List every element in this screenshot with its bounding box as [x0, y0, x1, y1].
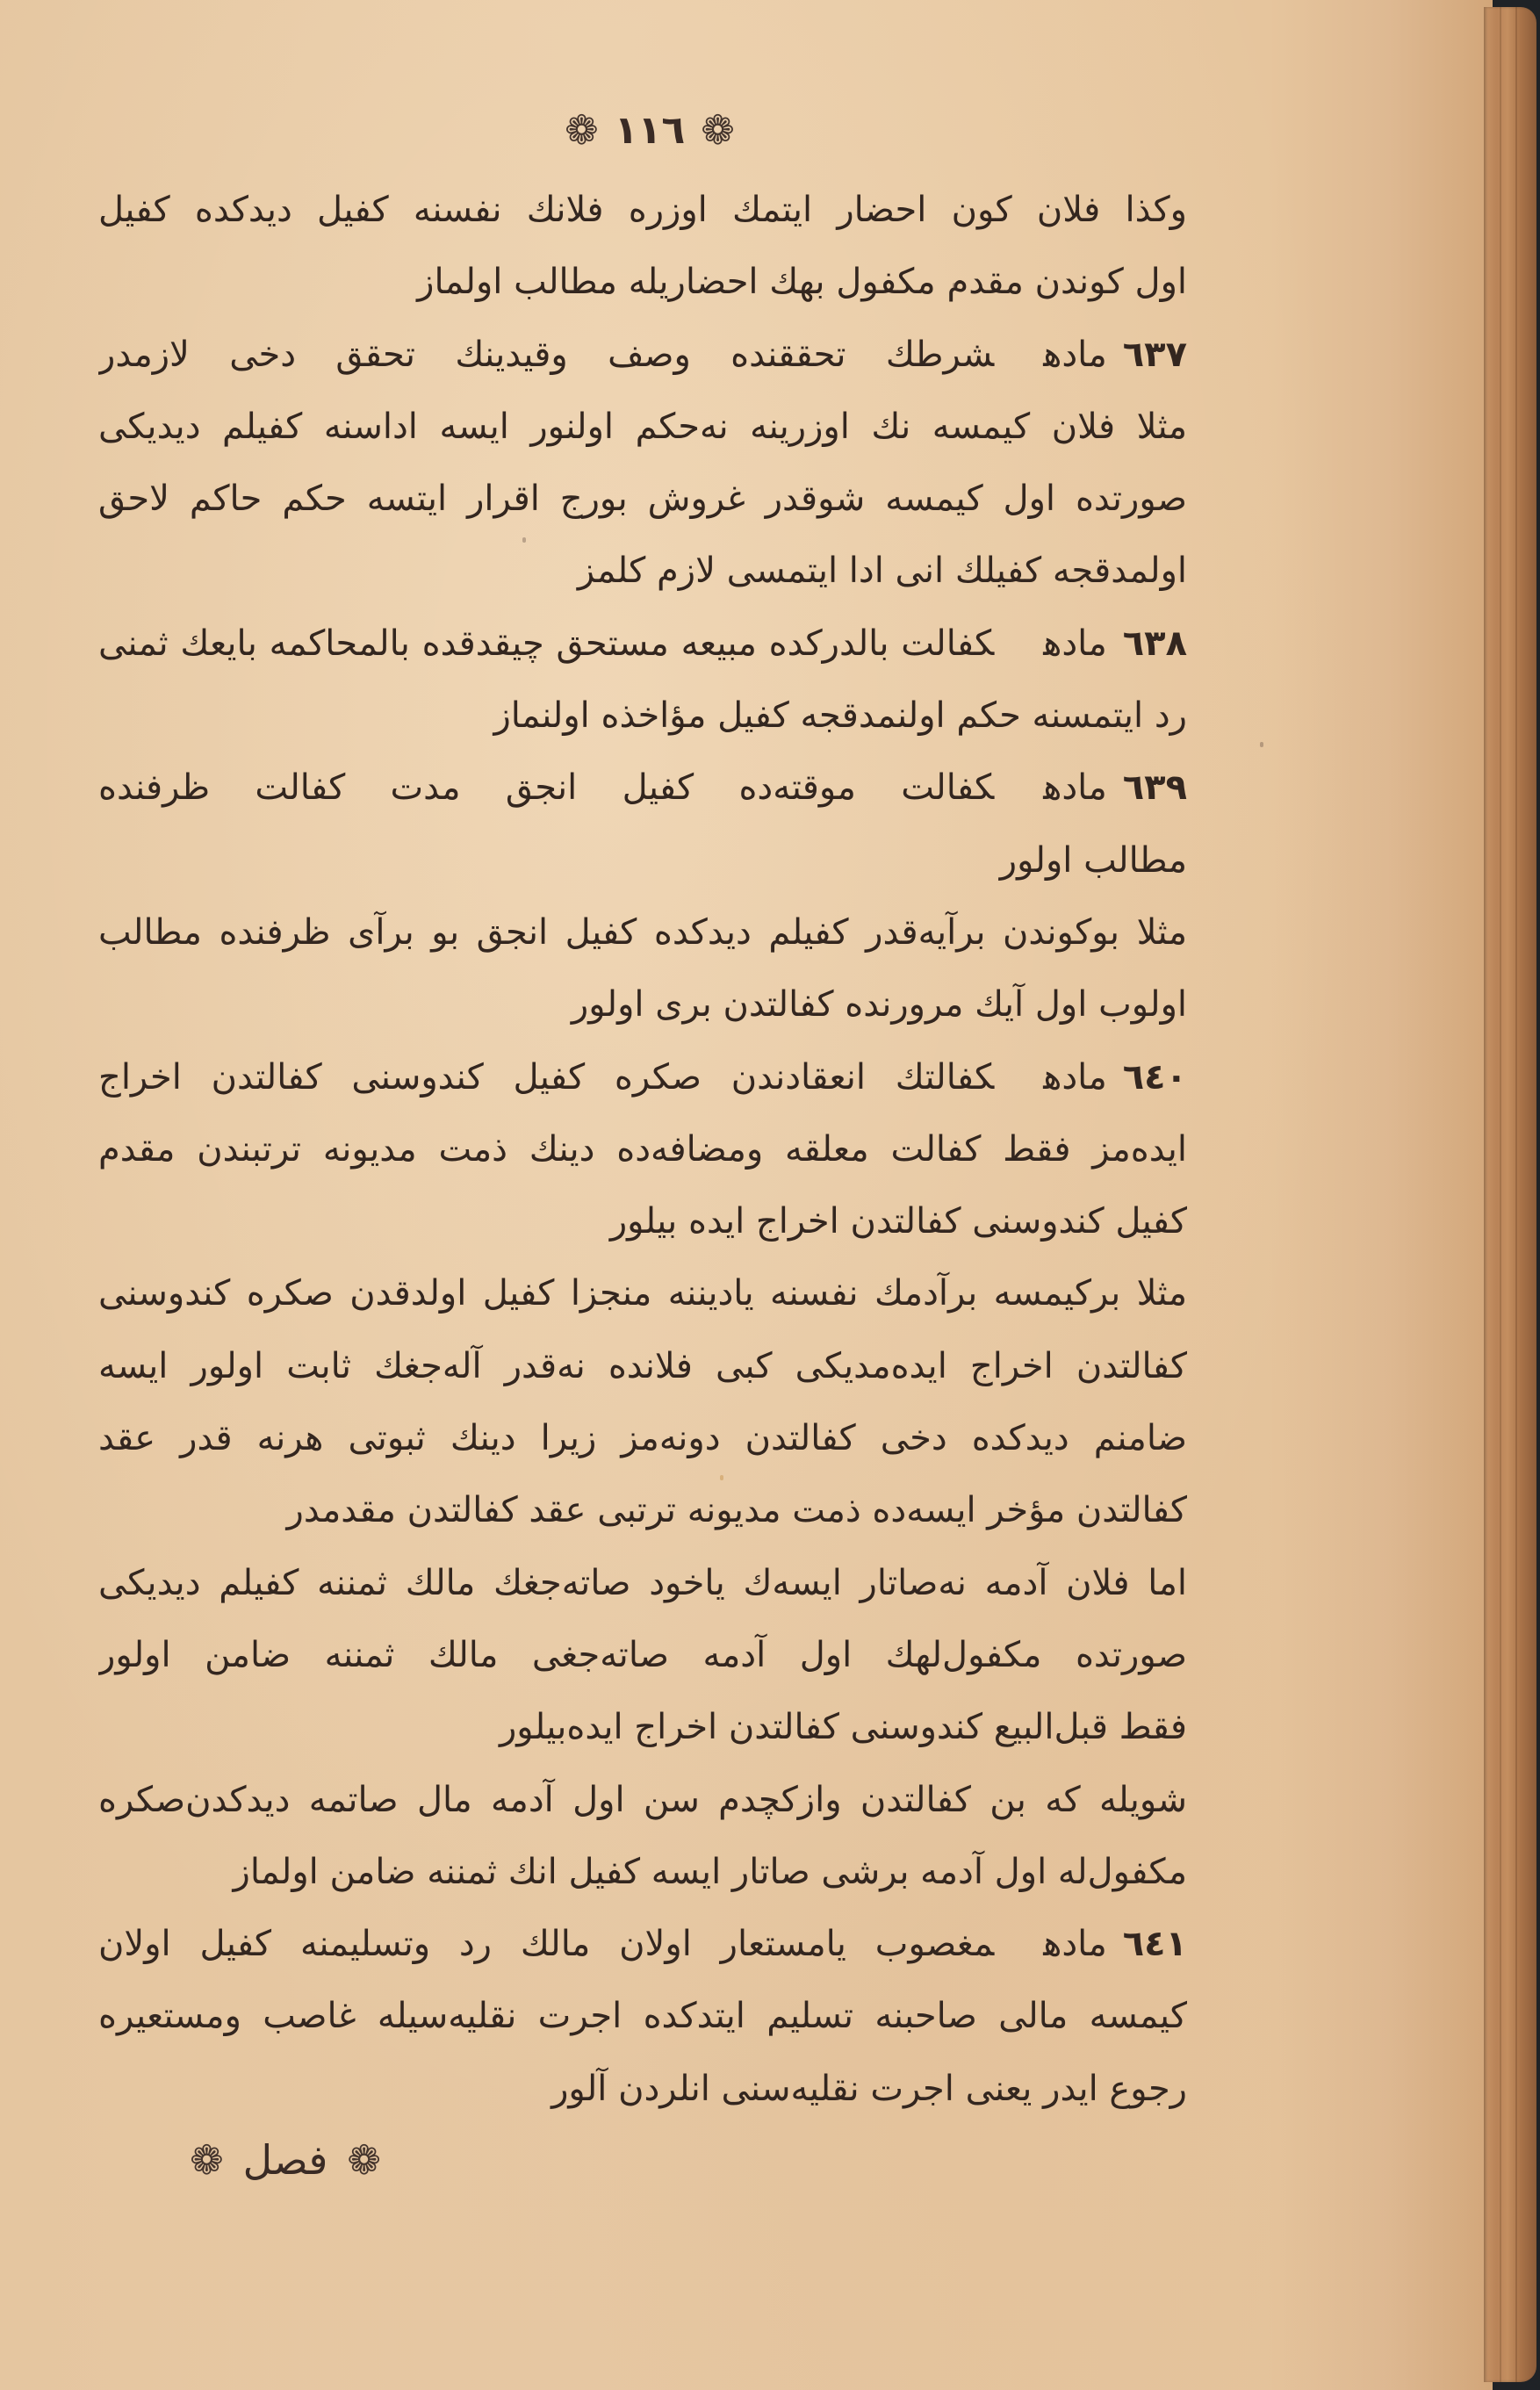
article-label: ماده: [1043, 1924, 1107, 1965]
text-line: [98, 1113, 1187, 1185]
article-heading-line: [98, 1908, 1187, 1980]
text-line: [98, 1836, 1187, 1908]
line-text: شویله که بن کفالتدن وازکچدم سن اول آدمه مال صاتمه دیدکدن‌صکره: [98, 1779, 1187, 1820]
text-line: [98, 896, 1187, 968]
line-text: کفالت موقته‌ده کفیل انجق مدت کفالت ظرفنده: [98, 767, 995, 809]
article-label: ماده: [1043, 334, 1107, 375]
text-line: [98, 1257, 1187, 1329]
section-heading: [184, 2125, 386, 2195]
article-number: ٦٣٨: [1122, 623, 1187, 664]
line-text: اما فلان آدمه نه‌صاتار ایسه‌ك یاخود صاته‌جغك مالك ثمننه کفیلم دیدیکی: [98, 1562, 1187, 1603]
body-text: [98, 174, 1187, 2125]
text-line: [98, 463, 1187, 535]
article-heading-line: [98, 319, 1187, 391]
line-text: مثلا فلان کیمسه نك اوزرینه نه‌حکم اولنور ایسه اداسنه کفیلم دیدیکی: [98, 406, 1187, 447]
text-line: [98, 174, 1187, 246]
line-text: کیمسه مالی صاحبنه تسلیم ایتدکده اجرت نقلیه‌سیله غاصب ومستعیره: [98, 1996, 1187, 2037]
text-line: [98, 1185, 1187, 1257]
text-line: [98, 1474, 1187, 1546]
line-text: رد ایتمسنه حکم اولنمدقجه کفیل مؤاخذه اولنماز: [493, 695, 1187, 737]
article-label: ماده: [1043, 767, 1107, 809]
paper-speck: [1260, 742, 1263, 747]
line-text: اول کوندن مقدم مکفول بهك احضاریله مطالب اولماز: [417, 262, 1187, 303]
article-heading-line: [98, 1041, 1187, 1113]
paper-speck: [953, 283, 956, 288]
line-text: مثلا بوکوندن برآیه‌قدر کفیلم دیدکده کفیل انجق بو برآی ظرفنده مطالب: [98, 911, 1187, 953]
line-text: صورتده اول کیمسه شوقدر غروش بورج اقرار ایتسه حکم حاکم لاحق: [98, 479, 1187, 520]
line-text: کفالت بالدرکده مبیعه مستحق چیقدقده بالمحاکمه بایعك ثمنی: [98, 623, 995, 664]
text-line: [98, 246, 1187, 318]
line-text: مکفول‌له اول آدمه برشی صاتار ایسه کفیل انك ثمننه ضامن اولماز: [233, 1851, 1187, 1892]
text-line: [98, 1691, 1187, 1763]
line-text: مثلا برکیمسه برآدمك نفسنه یادیننه منجزا کفیل اولدقدن صکره کندوسنی: [98, 1273, 1187, 1314]
text-line: [98, 1980, 1187, 2052]
article-number: ٦٤١: [1122, 1924, 1187, 1965]
flower-ornament-icon: ❁: [565, 106, 599, 154]
text-line: [98, 391, 1187, 463]
line-text: وکذا فلان کون احضار ایتمك اوزره فلانك نفسنه کفیل دیدکده کفیل: [98, 190, 1187, 230]
article-label: ماده: [1043, 1056, 1107, 1098]
line-text: مطالب اولور: [999, 839, 1187, 881]
text-line: [98, 1402, 1187, 1474]
text-line: [98, 680, 1187, 752]
article-number: ٦٣٧: [1122, 334, 1187, 375]
text-line: [98, 1764, 1187, 1836]
line-text: فقط قبل‌البیع کندوسنی کفالتدن اخراج ایده‌بیلور: [499, 1707, 1187, 1748]
line-text: اولوب اول آیك مرورنده کفالتدن بری اولور: [571, 984, 1187, 1026]
text-line: [98, 1330, 1187, 1402]
line-text: ایده‌مز فقط کفالت معلقه ومضافه‌ده دینك ذمت مدیونه ترتبندن مقدم: [98, 1128, 1187, 1170]
line-text: مغصوب یامستعار اولان مالك رد وتسلیمنه کفیل اولان: [98, 1924, 995, 1965]
text-line: [98, 535, 1187, 607]
article-number: ٦٣٩: [1122, 767, 1187, 809]
paper-speck: [720, 1475, 723, 1480]
flower-ornament-icon: ❁: [190, 2136, 224, 2184]
line-text: رجوع ایدر یعنی اجرت نقلیه‌سنی انلردن آلور: [551, 2068, 1187, 2109]
article-heading-line: [98, 608, 1187, 680]
line-text: ضامنم دیدکده دخی کفالتدن دونه‌مز زیرا دینك ثبوتی هرنه قدر عقد: [98, 1418, 1187, 1459]
page-header: [544, 95, 755, 165]
flower-ornament-icon: ❁: [701, 106, 735, 154]
line-text: شرطك تحققنده وصف وقیدینك تحقق دخی لازمدر: [98, 334, 995, 375]
text-line: [98, 824, 1187, 896]
flower-ornament-icon: ❁: [347, 2136, 381, 2184]
book-page-edges: [1484, 7, 1536, 2382]
article-label: ماده: [1043, 623, 1107, 664]
line-text: صورتده مکفول‌لهك اول آدمه صاته‌جغی مالك ثمننه ضامن اولور: [98, 1634, 1187, 1675]
line-text: اولمدقجه کفیلك انی ادا ایتمسی لازم کلمز: [577, 551, 1187, 592]
line-text: کفالتك انعقادندن صکره کفیل کندوسنی کفالتدن اخراج: [98, 1056, 995, 1098]
text-line: [98, 2053, 1187, 2125]
article-number: ٦٤٠: [1122, 1056, 1187, 1098]
text-line: [98, 1619, 1187, 1691]
line-text: کفالتدن اخراج ایده‌مدیکی کبی فلانده نه‌قدر آله‌جغك ثابت اولور ایسه: [98, 1345, 1187, 1386]
section-title: فصل: [242, 2136, 328, 2184]
line-text: کفالتدن مؤخر ایسه‌ده ذمت مدیونه ترتبی عقد کفالتدن مقدمدر: [286, 1490, 1187, 1531]
text-line: [98, 1547, 1187, 1619]
article-heading-line: [98, 752, 1187, 824]
page-number: ١١٦: [614, 107, 686, 153]
line-text: کفیل کندوسنی کفالتدن اخراج ایده بیلور: [609, 1201, 1187, 1242]
text-line: [98, 968, 1187, 1040]
paper-speck: [522, 537, 526, 543]
